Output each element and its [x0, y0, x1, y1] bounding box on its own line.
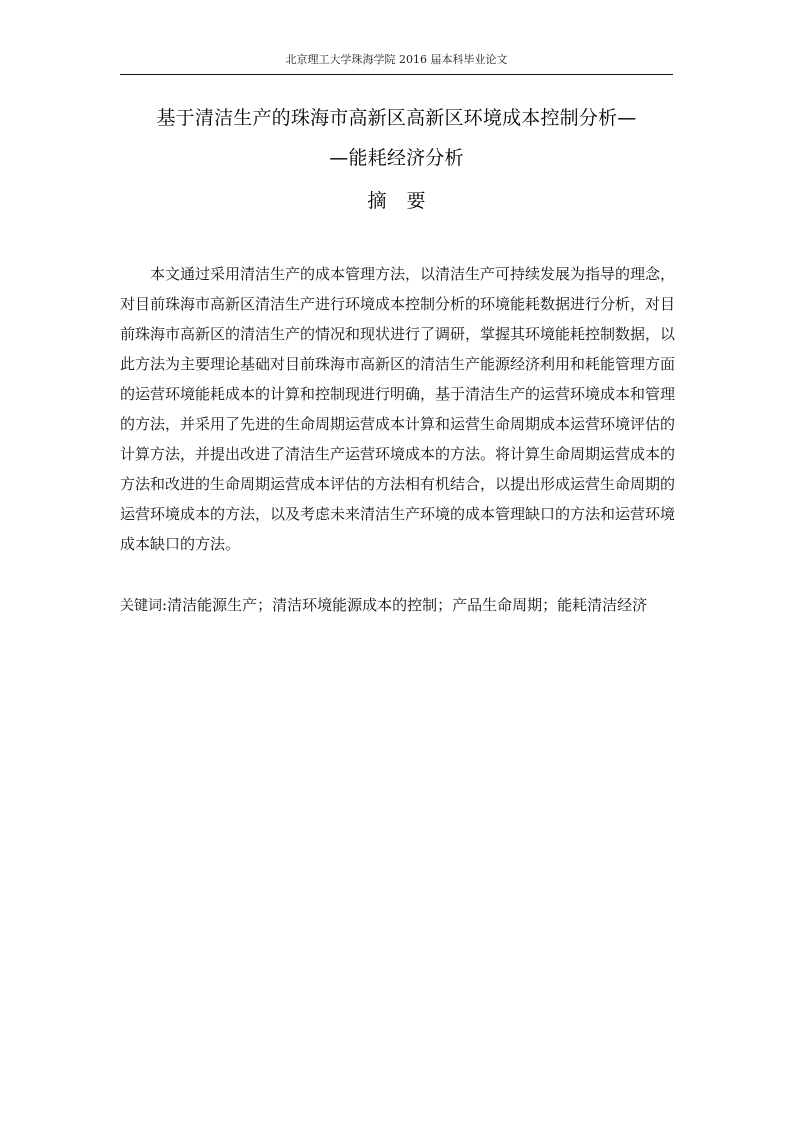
- keywords-label: 关键词: [120, 598, 162, 614]
- keywords-text: 清洁能源生产；清洁环境能源成本的控制；产品生命周期；能耗清洁经济: [167, 596, 648, 614]
- abstract-heading: 摘要: [367, 190, 446, 212]
- paper-title-line-1: 基于清洁生产的珠海市高新区高新区环境成本控制分析—: [156, 107, 637, 129]
- keywords-separator: :: [162, 596, 168, 614]
- keywords-line: [120, 590, 675, 621]
- running-header: 北京理工大学珠海学院 2016 届本科毕业论文: [285, 53, 508, 66]
- header-rule: [120, 74, 673, 75]
- abstract-body: 本文通过采用清洁生产的成本管理方法，以清洁生产可持续发展为指导的理念，对目前珠海市高新区清洁生产进行环境成本控制分析的环境能耗数据进行分析，对目前珠海市高新区的清洁生产的情况和现状进行了调研，掌握其环境能耗控制数据，以此方法为主要理论基础对目前珠海市高新区的清洁生产能源经济利用和耗能管理方面的运营环境能耗成本的计算和控制现进行明确，基于清洁生产的运营环境成本和管理的方法，并采用了先进的生命周期运营成本计算和运营生命周期成本运营环境评估的计算方法，并提出改进了清洁生产运营环境成本的方法。将计算生命周期运营成本的方法和改进的生命周期运营成本评估的方法相有机结合，以提出形成运营生命周期的运营环境成本的方法，以及考虑未来清洁生产环境的成本管理缺口的方法和运营环境成本缺口的方法。: [120, 265, 676, 553]
- paper-title: [110, 98, 683, 178]
- paper-title-line-2: —能耗经济分析: [329, 147, 464, 169]
